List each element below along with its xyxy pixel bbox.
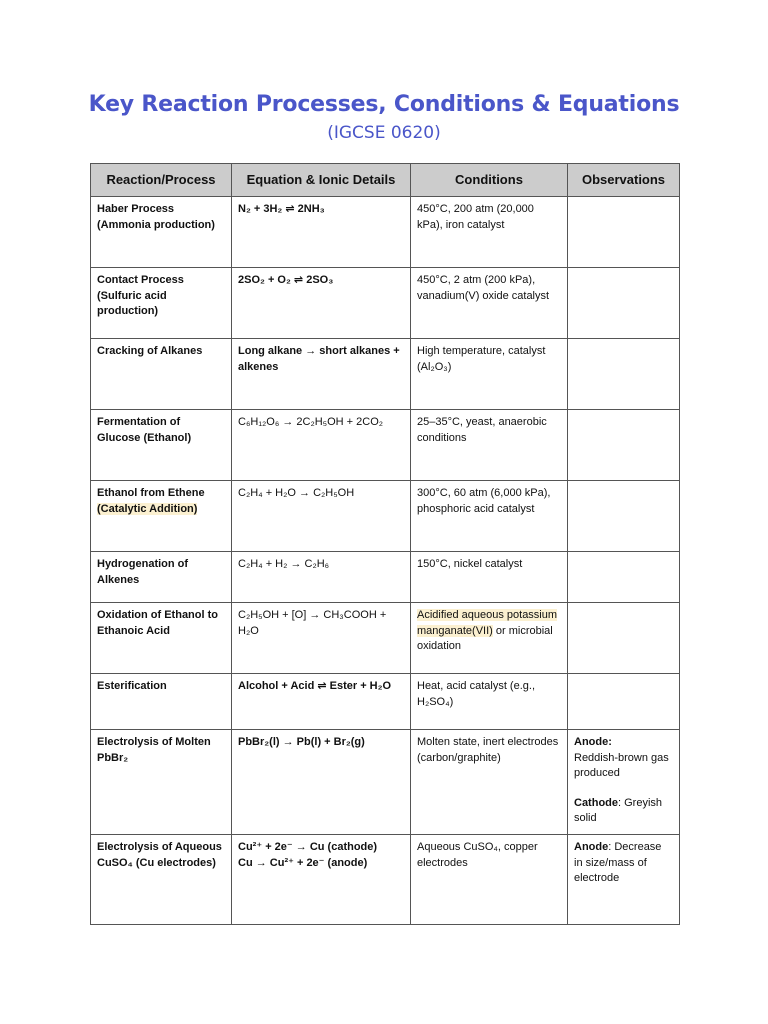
table-row [91,835,680,925]
conditions-text: or microbial oxidation [417,624,553,652]
table-row [91,552,680,603]
conditions-cell: 150°C, nickel catalyst [411,552,568,603]
equation-cathode: Cu²⁺ + 2e⁻ → Cu (cathode) [238,841,378,853]
conditions-cell: 300°C, 60 atm (6,000 kPa), phosphoric acid catalyst [411,481,568,552]
process-cell: Haber Process (Ammonia production) [91,197,232,268]
conditions-cell: Heat, acid catalyst (e.g., H₂SO₄) [411,674,568,730]
header-observations: Observations [568,164,680,197]
anode-label: Anode: [574,736,612,748]
observations-cell [568,197,680,268]
equation-cell: 2SO₂ + O₂ ⇌ 2SO₃ [232,268,411,339]
table-row [91,197,680,268]
observations-cell [568,730,680,835]
anode-label: Anode [574,841,609,853]
process-cell: Contact Process (Sulfuric acid production) [91,268,232,339]
process-cell: Electrolysis of Aqueous CuSO₄ (Cu electrodes) [91,835,232,925]
page-subtitle: (IGCSE 0620) [327,123,441,143]
equation-cell [232,835,411,925]
equation-cell: C₂H₄ + H₂ → C₂H₆ [232,552,411,603]
cathode-label: Cathode [574,796,618,809]
observations-cell [568,552,680,603]
observations-cell [568,603,680,674]
equation-cell: C₆H₁₂O₆ → 2C₂H₅OH + 2CO₂ [232,410,411,481]
equation-cell: C₂H₄ + H₂O → C₂H₅OH [232,481,411,552]
conditions-cell: High temperature, catalyst (Al₂O₃) [411,339,568,410]
page-title: Key Reaction Processes, Conditions & Equations [88,92,680,117]
conditions-cell: Molten state, inert electrodes (carbon/graphite) [411,730,568,835]
reactions-table [90,163,680,925]
table-row [91,268,680,339]
equation-cell: Long alkane → short alkanes + alkenes [232,339,411,410]
process-cell: Oxidation of Ethanol to Ethanoic Acid [91,603,232,674]
equation-cell: N₂ + 3H₂ ⇌ 2NH₃ [232,197,411,268]
observations-cell [568,410,680,481]
observations-cell [568,481,680,552]
equation-cell: PbBr₂(l) → Pb(l) + Br₂(g) [232,730,411,835]
conditions-cell: 450°C, 2 atm (200 kPa), vanadium(V) oxide catalyst [411,268,568,339]
header-reaction-process: Reaction/Process [91,164,232,197]
table-header-row [91,164,680,197]
observations-cell [568,339,680,410]
table-row [91,603,680,674]
cathode-observation: : Greyish solid [574,796,663,824]
observations-cell [568,835,680,925]
equation-anode: Cu → Cu²⁺ + 2e⁻ (anode) [238,856,368,869]
process-highlight: (Catalytic Addition) [97,502,198,515]
table-row [91,730,680,835]
process-text: Ethanol from Ethene [97,487,205,499]
conditions-highlight: Acidified aqueous potassium manganate(VII) [417,609,558,637]
conditions-cell: 25–35°C, yeast, anaerobic conditions [411,410,568,481]
process-cell: Cracking of Alkanes [91,339,232,410]
header-equation: Equation & Ionic Details [232,164,411,197]
conditions-cell [411,603,568,674]
table-row [91,410,680,481]
table-row [91,339,680,410]
observations-cell [568,674,680,730]
anode-observation: Reddish-brown gas produced [574,751,669,779]
equation-cell: Alcohol + Acid ⇌ Ester + H₂O [232,674,411,730]
conditions-cell: Aqueous CuSO₄, copper electrodes [411,835,568,925]
table-row [91,481,680,552]
process-cell: Fermentation of Glucose (Ethanol) [91,410,232,481]
conditions-cell: 450°C, 200 atm (20,000 kPa), iron catalyst [411,197,568,268]
table-row [91,674,680,730]
process-cell: Electrolysis of Molten PbBr₂ [91,730,232,835]
header-conditions: Conditions [411,164,568,197]
equation-cell: C₂H₅OH + [O] → CH₃COOH + H₂O [232,603,411,674]
process-cell [91,481,232,552]
anode-observation: : Decrease in size/mass of electrode [574,841,662,884]
process-cell: Hydrogenation of Alkenes [91,552,232,603]
observations-cell [568,268,680,339]
process-cell: Esterification [91,674,232,730]
